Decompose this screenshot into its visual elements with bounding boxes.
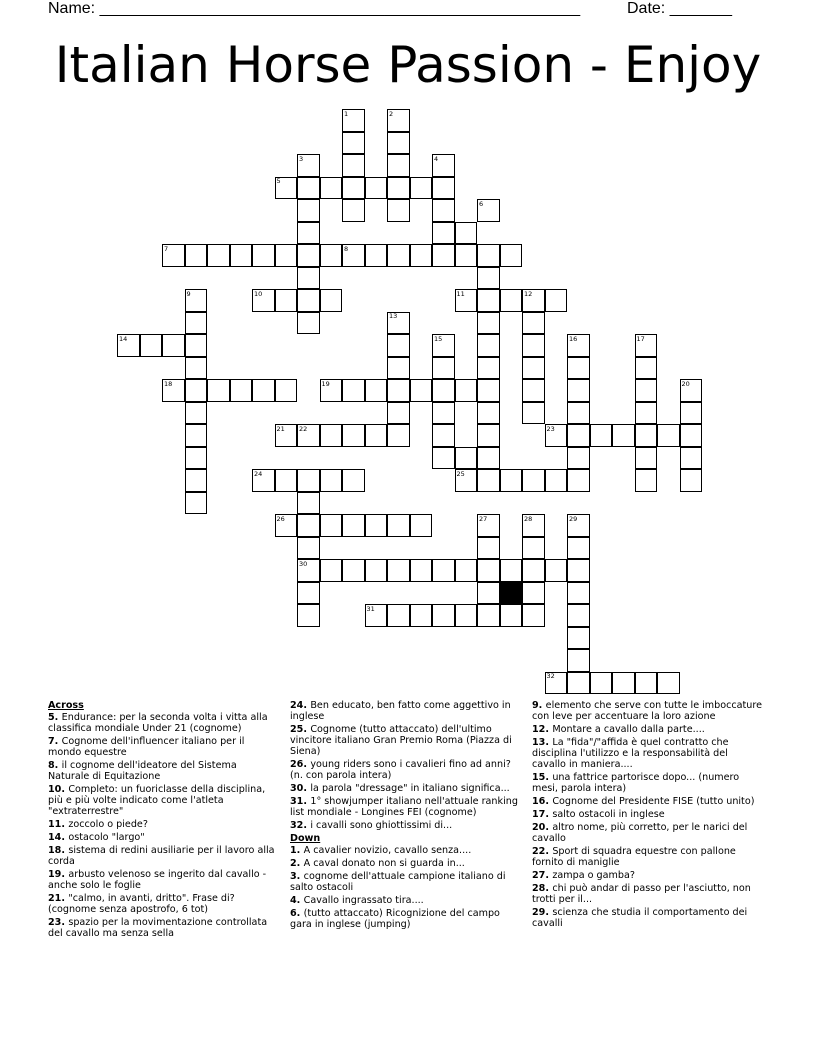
clue-text: elemento che serve con tutte le imboccature con leve per accentuare la loro azione (532, 700, 763, 722)
clue-number: 20. (532, 822, 553, 833)
clue-text: Sport di squadra equestre con pallone fornito di maniglie (532, 846, 736, 868)
clue-number: 24. (290, 700, 311, 711)
clue-item (532, 809, 764, 820)
grid-cell[interactable] (635, 379, 658, 402)
clue-text: A cavalier novizio, cavallo senza.... (303, 845, 472, 856)
grid-cell[interactable] (477, 357, 500, 380)
grid-cell[interactable] (410, 559, 433, 582)
clue-text: young riders sono i cavalieri fino ad anni? (n. con parola intera) (290, 759, 511, 781)
grid-cell[interactable] (567, 582, 590, 605)
grid-cell[interactable] (297, 537, 320, 560)
grid-cell[interactable] (477, 537, 500, 560)
clue-text: sistema di redini ausiliarie per il lavoro alla corda (48, 845, 275, 867)
grid-cell[interactable] (297, 199, 320, 222)
clue-number: 29 (569, 514, 578, 523)
grid-cell[interactable] (297, 244, 320, 267)
clue-number: 15. (532, 772, 553, 783)
clue-number: 3 (299, 154, 304, 163)
clue-text: i cavalli sono ghiottissimi di... (310, 820, 453, 831)
clue-item (48, 917, 280, 939)
grid-cell[interactable] (567, 357, 590, 380)
grid-cell[interactable] (635, 469, 658, 492)
clue-number: 25. (290, 724, 311, 735)
clue-number: 27. (532, 870, 553, 881)
grid-cell[interactable] (522, 379, 545, 402)
clue-item (532, 883, 764, 905)
grid-cell[interactable] (522, 334, 545, 357)
down-heading: Down (290, 833, 321, 844)
grid-cell[interactable] (567, 537, 590, 560)
grid-cell[interactable] (275, 244, 298, 267)
clue-number: 6 (479, 199, 484, 208)
clue-number: 1. (290, 845, 304, 856)
grid-cell[interactable] (365, 424, 388, 447)
grid-cell[interactable] (680, 402, 703, 425)
grid-cell[interactable] (635, 402, 658, 425)
grid-cell[interactable] (297, 222, 320, 245)
grid-cell[interactable] (185, 492, 208, 515)
grid-cell[interactable] (522, 312, 545, 335)
clue-number: 31 (366, 604, 375, 613)
clue-item (48, 736, 280, 758)
grid-cell[interactable] (432, 357, 455, 380)
grid-cell[interactable] (342, 559, 365, 582)
clue-text: zoccolo o piede? (68, 819, 148, 830)
grid-cell[interactable] (320, 469, 343, 492)
grid-cell[interactable] (365, 244, 388, 267)
clue-number: 9 (186, 289, 191, 298)
clue-item (532, 700, 764, 722)
grid-cell[interactable] (185, 334, 208, 357)
clue-number: 7 (164, 244, 169, 253)
clue-number: 17. (532, 809, 553, 820)
clue-item (290, 820, 522, 831)
grid-cell[interactable] (387, 424, 410, 447)
clue-item (532, 846, 764, 868)
clue-number: 24 (254, 469, 263, 478)
clue-item (48, 893, 280, 915)
clue-item (532, 870, 764, 881)
clue-item (532, 796, 764, 807)
grid-cell[interactable] (455, 244, 478, 267)
grid-cell[interactable] (567, 447, 590, 470)
grid-cell[interactable] (612, 424, 635, 447)
clue-text: cognome dell'attuale campione italiano di salto ostacoli (290, 871, 506, 893)
grid-cell[interactable] (590, 424, 613, 447)
grid-cell[interactable] (342, 424, 365, 447)
clue-number: 8. (48, 760, 62, 771)
clue-number: 15 (434, 334, 443, 343)
grid-cell[interactable] (635, 424, 658, 447)
clues-section (0, 700, 816, 960)
page-title: Italian Horse Passion - Enjoy (54, 36, 762, 94)
grid-cell[interactable] (297, 604, 320, 627)
grid-cell[interactable] (477, 379, 500, 402)
grid-cell[interactable] (230, 379, 253, 402)
clue-number: 2 (389, 109, 394, 118)
grid-cell[interactable] (545, 289, 568, 312)
clue-item (48, 845, 280, 867)
clue-text: Cavallo ingrassato tira.... (303, 895, 424, 906)
clue-number: 25 (456, 469, 465, 478)
grid-cell[interactable] (342, 199, 365, 222)
clue-number: 14. (48, 832, 69, 843)
clue-item (290, 858, 522, 869)
grid-cell[interactable] (252, 379, 275, 402)
clue-item (48, 784, 280, 817)
grid-cell[interactable] (275, 379, 298, 402)
clue-item (532, 907, 764, 929)
grid-cell[interactable] (477, 244, 500, 267)
clue-item (290, 700, 522, 722)
grid-cell[interactable] (387, 177, 410, 200)
name-field-label[interactable]: Name: ______________________________________________________ (48, 0, 581, 17)
grid-cell[interactable] (185, 402, 208, 425)
grid-cell[interactable] (185, 379, 208, 402)
clue-text: scienza che studia il comportamento dei cavalli (532, 907, 748, 929)
grid-cell[interactable] (680, 447, 703, 470)
grid-cell[interactable] (567, 402, 590, 425)
clue-text: il cognome dell'ideatore del Sistema Naturale di Equitazione (48, 760, 237, 782)
grid-cell[interactable] (275, 289, 298, 312)
clue-text: ostacolo "largo" (68, 832, 145, 843)
grid-cell[interactable] (522, 582, 545, 605)
grid-cell[interactable] (297, 177, 320, 200)
clue-number: 14 (119, 334, 128, 343)
clue-text: Cognome (tutto attaccato) dell'ultimo vincitore italiano Gran Premio Roma (Piazza di Siena) (290, 724, 512, 757)
clue-number: 28. (532, 883, 553, 894)
grid-cell[interactable] (162, 334, 185, 357)
clue-number: 6. (290, 908, 304, 919)
clue-number: 13 (389, 312, 398, 320)
grid-cell[interactable] (432, 424, 455, 447)
grid-cell[interactable] (477, 447, 500, 470)
grid-cell[interactable] (455, 559, 478, 582)
clue-text: salto ostacoli in inglese (552, 809, 665, 820)
clue-number: 26 (276, 514, 285, 523)
grid-cell[interactable] (387, 154, 410, 177)
clue-item (290, 908, 522, 930)
grid-cell[interactable] (185, 312, 208, 335)
clue-item (48, 819, 280, 830)
clue-number: 13. (532, 737, 553, 748)
grid-cell[interactable] (410, 177, 433, 200)
clue-number: 21 (276, 424, 285, 433)
grid-cell[interactable] (612, 672, 635, 695)
grid-cell[interactable] (455, 604, 478, 627)
grid-cell[interactable] (500, 604, 523, 627)
clue-text: "calmo, in avanti, dritto". Frase di? (cognome senza apostrofo, 6 tot) (48, 893, 235, 915)
grid-cell[interactable] (410, 244, 433, 267)
clue-number: 2. (290, 858, 304, 869)
grid-cell[interactable] (522, 604, 545, 627)
grid-cell[interactable] (432, 402, 455, 425)
clue-item (290, 845, 522, 856)
grid-cell[interactable] (387, 199, 410, 222)
grid-cell[interactable] (545, 559, 568, 582)
clue-text: (tutto attaccato) Ricognizione del campo gara in inglese (jumping) (290, 908, 500, 930)
grid-cell[interactable] (432, 199, 455, 222)
grid-cell[interactable] (185, 244, 208, 267)
grid-cell[interactable] (432, 379, 455, 402)
grid-cell[interactable] (432, 604, 455, 627)
grid-cell[interactable] (297, 582, 320, 605)
clue-number: 26. (290, 759, 311, 770)
clue-item (532, 772, 764, 794)
grid-cell[interactable] (387, 357, 410, 380)
clue-number: 22. (532, 846, 553, 857)
grid-cell[interactable] (387, 379, 410, 402)
clue-number: 8 (344, 244, 349, 253)
clue-number: 32 (546, 672, 555, 680)
grid-cell[interactable] (635, 447, 658, 470)
clue-number: 23 (546, 424, 555, 433)
grid-cell[interactable] (342, 469, 365, 492)
grid-cell[interactable] (590, 672, 613, 695)
grid-cell[interactable] (432, 447, 455, 470)
grid-cell[interactable] (320, 177, 343, 200)
clue-number: 10. (48, 784, 69, 795)
clue-item (48, 712, 280, 734)
clue-number: 1 (344, 109, 349, 118)
grid-cell[interactable] (477, 559, 500, 582)
clue-item (48, 869, 280, 891)
grid-cell[interactable] (320, 244, 343, 267)
grid-cell[interactable] (657, 424, 680, 447)
grid-cell[interactable] (275, 469, 298, 492)
clue-number: 18 (164, 379, 173, 388)
clue-number: 10 (254, 289, 263, 298)
grid-cell[interactable] (365, 514, 388, 537)
grid-cell[interactable] (477, 312, 500, 335)
grid-cell[interactable] (387, 402, 410, 425)
clue-number: 23. (48, 917, 69, 928)
grid-cell[interactable] (185, 469, 208, 492)
clue-item (290, 796, 522, 818)
grid-cell[interactable] (455, 379, 478, 402)
grid-cell[interactable] (140, 334, 163, 357)
grid-cell[interactable] (522, 402, 545, 425)
clue-item (290, 759, 522, 781)
grid-cell[interactable] (432, 559, 455, 582)
clue-number: 11 (456, 289, 465, 298)
grid-cell[interactable] (567, 469, 590, 492)
clue-text: arbusto velenoso se ingerito dal cavallo - anche solo le foglie (48, 869, 267, 891)
clue-text: Completo: un fuoriclasse della disciplina, più e più volte indicato come l'atleta "extraterrestre" (48, 784, 266, 817)
grid-cell[interactable] (432, 222, 455, 245)
grid-cell[interactable] (500, 469, 523, 492)
clue-number: 3. (290, 871, 304, 882)
grid-cell[interactable] (207, 379, 230, 402)
grid-cell[interactable] (230, 244, 253, 267)
clue-number: 4 (434, 154, 439, 163)
grid-cell[interactable] (567, 379, 590, 402)
grid-cell[interactable] (185, 447, 208, 470)
grid-cell[interactable] (477, 289, 500, 312)
date-field-label[interactable]: Date: _______ (627, 0, 732, 17)
grid-cell[interactable] (252, 244, 275, 267)
clue-number: 30. (290, 783, 311, 794)
clue-text: una fattrice partorisce dopo... (numero mesi, parola intera) (532, 772, 740, 794)
clue-text: spazio per la movimentazione controllata del cavallo ma senza sella (48, 917, 268, 939)
grid-cell[interactable] (297, 514, 320, 537)
clue-item (48, 832, 280, 843)
grid-cell[interactable] (455, 447, 478, 470)
grid-cell[interactable] (567, 559, 590, 582)
clue-number: 4. (290, 895, 304, 906)
grid-cell[interactable] (477, 334, 500, 357)
clue-item (532, 822, 764, 844)
grid-cell[interactable] (365, 177, 388, 200)
clue-text: Ben educato, ben fatto come aggettivo in inglese (290, 700, 511, 722)
grid-cell[interactable] (477, 582, 500, 605)
clue-number: 5 (276, 177, 281, 185)
clue-item (290, 871, 522, 893)
grid-cell[interactable] (297, 492, 320, 515)
clue-text: altro nome, più corretto, per le narici del cavallo (532, 822, 748, 844)
grid-cell[interactable] (387, 559, 410, 582)
clue-number: 31. (290, 796, 311, 807)
grid-cell[interactable] (500, 244, 523, 267)
clue-item (290, 895, 522, 906)
clue-number: 12 (524, 289, 533, 298)
grid-cell[interactable] (342, 177, 365, 200)
grid-cell[interactable] (635, 357, 658, 380)
grid-cell[interactable] (410, 604, 433, 627)
grid-cell[interactable] (522, 469, 545, 492)
clue-number: 16 (569, 334, 578, 343)
grid-cell[interactable] (185, 424, 208, 447)
grid-cell[interactable] (522, 537, 545, 560)
grid-cell[interactable] (387, 604, 410, 627)
clue-number: 27 (479, 514, 488, 523)
clue-number: 7. (48, 736, 62, 747)
grid-cell[interactable] (500, 289, 523, 312)
grid-cell[interactable] (500, 559, 523, 582)
grid-cell[interactable] (455, 222, 478, 245)
grid-cell[interactable] (185, 357, 208, 380)
clue-number: 29. (532, 907, 553, 918)
clue-item (290, 783, 522, 794)
clue-text: Endurance: per la seconda volta i vitta alla classifica mondiale Under 21 (cognome) (48, 712, 268, 734)
grid-cell[interactable] (567, 424, 590, 447)
grid-cell[interactable] (477, 469, 500, 492)
clue-number: 17 (636, 334, 645, 343)
clue-text: Cognome dell'influencer italiano per il mondo equestre (48, 736, 245, 758)
clue-number: 19 (321, 379, 330, 388)
grid-cell[interactable] (297, 469, 320, 492)
grid-cell[interactable] (387, 244, 410, 267)
clue-text: 1° showjumper italiano nell'attuale ranking list mondiale - Longines FEI (cognome) (290, 796, 518, 818)
clue-number: 16. (532, 796, 553, 807)
grid-cell[interactable] (297, 289, 320, 312)
clue-item (532, 737, 764, 770)
grid-cell[interactable] (297, 312, 320, 335)
grid-cell[interactable] (342, 514, 365, 537)
grid-cell[interactable] (342, 154, 365, 177)
grid-cell[interactable] (635, 672, 658, 695)
grid-cell[interactable] (432, 177, 455, 200)
grid-cell[interactable] (522, 559, 545, 582)
clues-column-1 (48, 700, 280, 941)
grid-cell[interactable] (365, 379, 388, 402)
grid-cell[interactable] (545, 469, 568, 492)
clue-item (532, 724, 764, 735)
grid-cell[interactable] (680, 424, 703, 447)
grid-cell[interactable] (410, 514, 433, 537)
grid-cell[interactable] (297, 267, 320, 290)
clue-number: 9. (532, 700, 546, 711)
grid-cell[interactable] (342, 379, 365, 402)
clue-text: Cognome del Presidente FISE (tutto unito) (552, 796, 755, 807)
grid-cell[interactable] (387, 514, 410, 537)
grid-cell[interactable] (567, 672, 590, 695)
clue-number: 22 (299, 424, 308, 433)
clue-text: la parola "dressage" in italiano significa... (310, 783, 510, 794)
grid-cell[interactable] (320, 514, 343, 537)
clue-text: La "fida"/"affida è quel contratto che disciplina l'utilizzo e la responsabilità del cavallo in maniera.... (532, 737, 729, 770)
clue-number: 19. (48, 869, 69, 880)
grid-cell[interactable] (387, 132, 410, 155)
clue-item (290, 724, 522, 757)
grid-cell[interactable] (477, 402, 500, 425)
clue-number: 12. (532, 724, 553, 735)
grid-cell[interactable] (477, 267, 500, 290)
grid-cell[interactable] (320, 289, 343, 312)
grid-cell[interactable] (567, 604, 590, 627)
clue-number: 18. (48, 845, 69, 856)
grid-cell[interactable] (477, 424, 500, 447)
grid-cell[interactable] (522, 357, 545, 380)
clue-number: 32. (290, 820, 311, 831)
grid-cell[interactable] (432, 244, 455, 267)
clue-number: 21. (48, 893, 69, 904)
clue-number: 5. (48, 712, 62, 723)
grid-cell[interactable] (657, 672, 680, 695)
grid-cell[interactable] (342, 132, 365, 155)
grid-cell[interactable] (477, 604, 500, 627)
clue-number: 28 (524, 514, 533, 523)
clue-number: 20 (681, 379, 690, 388)
grid-block-cell (500, 582, 523, 605)
clues-column-2 (290, 700, 522, 932)
clue-text: zampa o gamba? (552, 870, 635, 881)
clue-text: chi può andar di passo per l'asciutto, non trotti per il... (532, 883, 751, 905)
grid-cell[interactable] (207, 244, 230, 267)
grid-cell[interactable] (567, 627, 590, 650)
grid-cell[interactable] (680, 469, 703, 492)
grid-cell[interactable] (567, 649, 590, 672)
clues-column-3 (532, 700, 764, 931)
clue-number: 30 (299, 559, 308, 568)
across-heading: Across (48, 700, 84, 711)
grid-cell[interactable] (387, 334, 410, 357)
grid-cell[interactable] (365, 559, 388, 582)
grid-cell[interactable] (320, 424, 343, 447)
clue-text: A caval donato non si guarda in... (303, 858, 465, 869)
grid-cell[interactable] (320, 559, 343, 582)
clue-item (48, 760, 280, 782)
grid-cell[interactable] (410, 379, 433, 402)
clue-text: Montare a cavallo dalla parte.... (552, 724, 705, 735)
clue-number: 11. (48, 819, 69, 830)
